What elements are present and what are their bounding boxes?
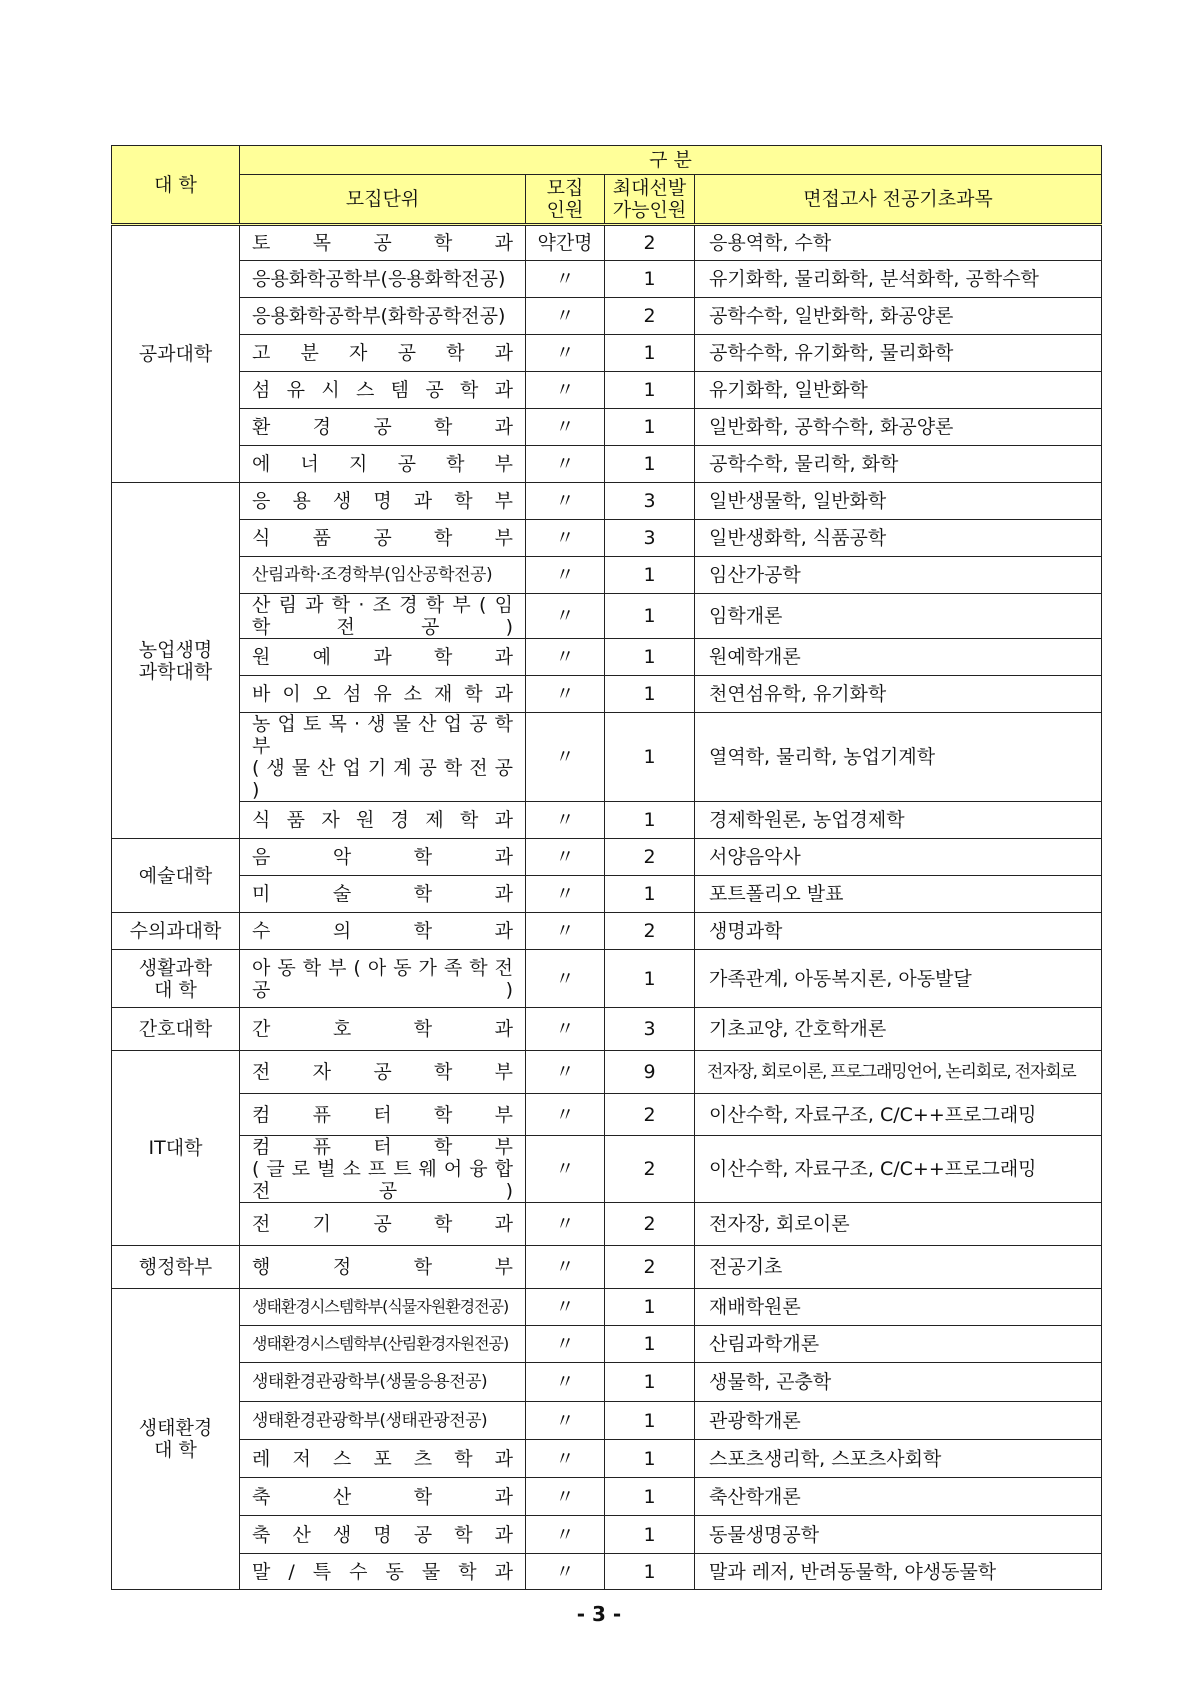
college-cell: 수의과대학 [112, 913, 240, 950]
max-cell: 1 [605, 713, 695, 802]
unit-cell [240, 1326, 526, 1363]
subject-cell: 이산수학, 자료구조, C/C++프로그래밍 [695, 1136, 1102, 1203]
unit-label: 응용화학공학부(응용화학전공) [252, 268, 506, 290]
unit-cell [240, 1363, 526, 1402]
table-row [112, 1326, 1102, 1363]
max-cell: 1 [605, 639, 695, 676]
unit-cell [240, 913, 526, 950]
unit-label: 섬 유 시 스 템 공 학 과 [252, 379, 513, 401]
unit-cell [240, 261, 526, 298]
max-cell: 1 [605, 1440, 695, 1478]
unit-label: 축 산 생 명 공 학 과 [252, 1523, 513, 1546]
unit-label: 행 정 학 부 [252, 1256, 513, 1278]
max-cell: 2 [605, 839, 695, 876]
max-cell: 1 [605, 1478, 695, 1516]
unit-label: 축 산 학 과 [252, 1485, 513, 1508]
max-cell: 9 [605, 1051, 695, 1094]
subject-cell: 포트폴리오 발표 [695, 876, 1102, 913]
max-cell: 1 [605, 1516, 695, 1554]
subject-cell: 서양음악사 [695, 839, 1102, 876]
admission-table [111, 145, 1102, 1590]
quota-cell: 〃 [526, 1203, 605, 1246]
max-cell: 3 [605, 1008, 695, 1051]
quota-cell: 〃 [526, 639, 605, 676]
max-cell: 2 [605, 1203, 695, 1246]
subject-cell: 전자장, 회로이론 [695, 1203, 1102, 1246]
unit-label: 생태환경시스템학부(식물자원환경전공) [252, 1297, 509, 1316]
subject-cell: 말과 레저, 반려동물학, 야생동물학 [695, 1554, 1102, 1590]
max-cell: 2 [605, 1136, 695, 1203]
max-cell: 2 [605, 298, 695, 335]
table-row [112, 372, 1102, 409]
max-cell: 1 [605, 1554, 695, 1590]
max-cell: 1 [605, 1326, 695, 1363]
subject-cell: 동물생명공학 [695, 1516, 1102, 1554]
max-cell: 1 [605, 446, 695, 483]
unit-label: 아 동 학 부 ( 아 동 가 족 학 전 공 ) [252, 956, 513, 1001]
unit-label: 말 / 특 수 동 물 학 과 [252, 1560, 513, 1583]
college-cell: 행정학부 [112, 1246, 240, 1289]
unit-cell [240, 713, 526, 802]
quota-cell: 〃 [526, 1136, 605, 1203]
unit-label: 미 술 학 과 [252, 883, 513, 905]
table-row [112, 950, 1102, 1008]
subject-cell: 임학개론 [695, 594, 1102, 639]
unit-label: 환 경 공 학 과 [252, 416, 513, 438]
header-college: 대 학 [112, 146, 240, 225]
unit-label: 산림과학·조경학부(임산공학전공) [252, 565, 493, 585]
max-cell: 1 [605, 335, 695, 372]
quota-cell: 〃 [526, 1289, 605, 1326]
unit-cell [240, 876, 526, 913]
table-row [112, 1136, 1102, 1203]
max-cell: 2 [605, 913, 695, 950]
subject-cell: 일반화학, 공학수학, 화공양론 [695, 409, 1102, 446]
subject-cell: 유기화학, 물리화학, 분석화학, 공학수학 [695, 261, 1102, 298]
unit-label: 에 너 지 공 학 부 [252, 453, 513, 475]
unit-label: 응 용 생 명 과 학 부 [252, 490, 513, 512]
unit-cell [240, 676, 526, 713]
subject-cell: 공학수학, 물리학, 화학 [695, 446, 1102, 483]
unit-label: 컴 퓨 터 학 부 [252, 1136, 513, 1158]
college-cell: IT대학 [112, 1051, 240, 1246]
unit-label: 생태환경관광학부(생태관광전공) [252, 1410, 488, 1431]
unit-cell [240, 1516, 526, 1554]
unit-cell [240, 1402, 526, 1440]
unit-cell [240, 639, 526, 676]
unit-cell [240, 372, 526, 409]
subject-cell: 응용역학, 수학 [695, 225, 1102, 261]
unit-label: 식 품 공 학 부 [252, 527, 513, 549]
subject-cell: 열역학, 물리학, 농업기계학 [695, 713, 1102, 802]
quota-cell: 〃 [526, 1008, 605, 1051]
college-cell: 예술대학 [112, 839, 240, 913]
unit-cell [240, 950, 526, 1008]
table-row [112, 1440, 1102, 1478]
table-row [112, 1363, 1102, 1402]
quota-cell: 〃 [526, 298, 605, 335]
table-row [112, 876, 1102, 913]
unit-label: ( 생 물 산 업 기 계 공 학 전 공 ) [252, 757, 513, 801]
unit-cell [240, 483, 526, 520]
table-row [112, 1516, 1102, 1554]
subject-cell: 일반생화학, 식품공학 [695, 520, 1102, 557]
unit-label: 간 호 학 과 [252, 1018, 513, 1040]
unit-label: 고 분 자 공 학 과 [252, 342, 513, 364]
max-cell: 3 [605, 483, 695, 520]
table-row [112, 483, 1102, 520]
quota-cell: 〃 [526, 1094, 605, 1136]
unit-label: 수 의 학 과 [252, 920, 513, 942]
quota-cell: 〃 [526, 1363, 605, 1402]
quota-cell: 〃 [526, 1440, 605, 1478]
unit-label: 토 목 공 학 과 [252, 232, 513, 254]
unit-label: 산 림 과 학 · 조 경 학 부 ( 임 학 전 공 ) [252, 594, 513, 638]
unit-label: 식 품 자 원 경 제 학 과 [252, 809, 513, 831]
max-cell: 1 [605, 557, 695, 594]
unit-cell [240, 1246, 526, 1289]
unit-cell [240, 1289, 526, 1326]
subject-cell: 원예학개론 [695, 639, 1102, 676]
subject-cell: 생명과학 [695, 913, 1102, 950]
quota-cell: 〃 [526, 876, 605, 913]
subject-cell: 축산학개론 [695, 1478, 1102, 1516]
table-row [112, 1289, 1102, 1326]
unit-label: 전 자 공 학 부 [252, 1061, 513, 1083]
max-cell: 1 [605, 1289, 695, 1326]
unit-label: 생태환경시스템학부(산림환경자원전공) [252, 1334, 509, 1353]
max-cell: 1 [605, 594, 695, 639]
quota-cell: 〃 [526, 594, 605, 639]
header-category: 구 분 [240, 146, 1102, 175]
table-row [112, 225, 1102, 261]
college-cell: 간호대학 [112, 1008, 240, 1051]
unit-label: 바 이 오 섬 유 소 재 학 과 [252, 683, 513, 705]
header-quota: 모집 인원 [526, 175, 605, 225]
quota-cell: 〃 [526, 409, 605, 446]
quota-cell: 〃 [526, 335, 605, 372]
table-row [112, 409, 1102, 446]
subject-cell: 경제학원론, 농업경제학 [695, 802, 1102, 839]
unit-cell [240, 1440, 526, 1478]
unit-cell [240, 1203, 526, 1246]
table-row [112, 1246, 1102, 1289]
table-row [112, 594, 1102, 639]
unit-cell [240, 594, 526, 639]
subject-cell: 유기화학, 일반화학 [695, 372, 1102, 409]
subject-cell: 가족관계, 아동복지론, 아동발달 [695, 950, 1102, 1008]
max-cell: 1 [605, 1363, 695, 1402]
table-row [112, 520, 1102, 557]
quota-cell: 〃 [526, 446, 605, 483]
header-max: 최대선발 가능인원 [605, 175, 695, 225]
quota-cell: 〃 [526, 557, 605, 594]
header-unit: 모집단위 [240, 175, 526, 225]
table-row [112, 335, 1102, 372]
max-cell: 1 [605, 676, 695, 713]
subject-cell: 재배학원론 [695, 1289, 1102, 1326]
table-row [112, 557, 1102, 594]
unit-cell [240, 335, 526, 372]
subject-cell: 산림과학개론 [695, 1326, 1102, 1363]
table-row [112, 1008, 1102, 1051]
header-subject: 면접고사 전공기초과목 [695, 175, 1102, 225]
unit-label: ( 글 로 벌 소 프 트 웨 어 융 합 전 공 ) [252, 1158, 513, 1202]
subject-cell: 이산수학, 자료구조, C/C++프로그래밍 [695, 1094, 1102, 1136]
table-row [112, 446, 1102, 483]
table-row [112, 802, 1102, 839]
subject-cell: 관광학개론 [695, 1402, 1102, 1440]
unit-cell [240, 802, 526, 839]
unit-cell [240, 446, 526, 483]
max-cell: 1 [605, 372, 695, 409]
subject-cell: 임산가공학 [695, 557, 1102, 594]
unit-cell [240, 1094, 526, 1136]
table-row [112, 1554, 1102, 1590]
unit-cell [240, 409, 526, 446]
page-number: - 3 - [576, 1602, 622, 1626]
unit-cell [240, 839, 526, 876]
quota-cell: 〃 [526, 1246, 605, 1289]
max-cell: 2 [605, 225, 695, 261]
table-row [112, 1051, 1102, 1094]
subject-cell: 기초교양, 간호학개론 [695, 1008, 1102, 1051]
max-cell: 2 [605, 1094, 695, 1136]
unit-label: 원 예 과 학 과 [252, 646, 513, 668]
max-cell: 1 [605, 261, 695, 298]
unit-cell [240, 225, 526, 261]
unit-cell [240, 1554, 526, 1590]
quota-cell: 〃 [526, 839, 605, 876]
table-row [112, 1203, 1102, 1246]
college-cell: 생활과학 대 학 [112, 950, 240, 1008]
unit-label: 응용화학공학부(화학공학전공) [252, 305, 506, 327]
unit-cell [240, 1008, 526, 1051]
quota-cell: 〃 [526, 1516, 605, 1554]
table-row [112, 839, 1102, 876]
quota-cell: 〃 [526, 1051, 605, 1094]
quota-cell: 〃 [526, 1402, 605, 1440]
unit-cell [240, 520, 526, 557]
unit-label: 음 악 학 과 [252, 846, 513, 868]
subject-cell: 공학수학, 일반화학, 화공양론 [695, 298, 1102, 335]
unit-cell [240, 1051, 526, 1094]
subject-cell: 전자장, 회로이론, 프로그래밍언어, 논리회로, 전자회로 [695, 1051, 1102, 1094]
table-row [112, 713, 1102, 802]
unit-label: 생태환경관광학부(생물응용전공) [252, 1372, 488, 1392]
table-row [112, 298, 1102, 335]
subject-cell: 일반생물학, 일반화학 [695, 483, 1102, 520]
quota-cell: 〃 [526, 261, 605, 298]
quota-cell: 〃 [526, 713, 605, 802]
subject-cell: 천연섬유학, 유기화학 [695, 676, 1102, 713]
quota-cell: 〃 [526, 1554, 605, 1590]
quota-cell: 〃 [526, 950, 605, 1008]
unit-label: 레 저 스 포 츠 학 과 [252, 1447, 513, 1470]
quota-cell: 〃 [526, 1478, 605, 1516]
unit-cell [240, 298, 526, 335]
unit-label: 전 기 공 학 과 [252, 1213, 513, 1235]
table-row [112, 1478, 1102, 1516]
subject-cell: 공학수학, 유기화학, 물리화학 [695, 335, 1102, 372]
max-cell: 1 [605, 1402, 695, 1440]
table-row [112, 1402, 1102, 1440]
unit-cell [240, 1136, 526, 1203]
quota-cell: 〃 [526, 913, 605, 950]
table-row [112, 639, 1102, 676]
quota-cell: 〃 [526, 520, 605, 557]
quota-cell: 〃 [526, 802, 605, 839]
subject-cell: 스포츠생리학, 스포츠사회학 [695, 1440, 1102, 1478]
college-cell: 농업생명 과학대학 [112, 483, 240, 839]
table-row [112, 1094, 1102, 1136]
subject-cell: 생물학, 곤충학 [695, 1363, 1102, 1402]
max-cell: 3 [605, 520, 695, 557]
quota-cell: 〃 [526, 483, 605, 520]
max-cell: 1 [605, 950, 695, 1008]
max-cell: 2 [605, 1246, 695, 1289]
unit-cell [240, 1478, 526, 1516]
quota-cell: 〃 [526, 372, 605, 409]
max-cell: 1 [605, 409, 695, 446]
table-row [112, 676, 1102, 713]
table-row [112, 913, 1102, 950]
quota-cell: 약간명 [526, 225, 605, 261]
unit-label: 농 업 토 목 · 생 물 산 업 공 학 부 [252, 713, 513, 757]
college-cell: 생태환경 대 학 [112, 1289, 240, 1590]
max-cell: 1 [605, 876, 695, 913]
table-row [112, 261, 1102, 298]
unit-cell [240, 557, 526, 594]
quota-cell: 〃 [526, 1326, 605, 1363]
college-cell: 공과대학 [112, 225, 240, 483]
max-cell: 1 [605, 802, 695, 839]
subject-cell: 전공기초 [695, 1246, 1102, 1289]
unit-label: 컴 퓨 터 학 부 [252, 1103, 513, 1126]
quota-cell: 〃 [526, 676, 605, 713]
